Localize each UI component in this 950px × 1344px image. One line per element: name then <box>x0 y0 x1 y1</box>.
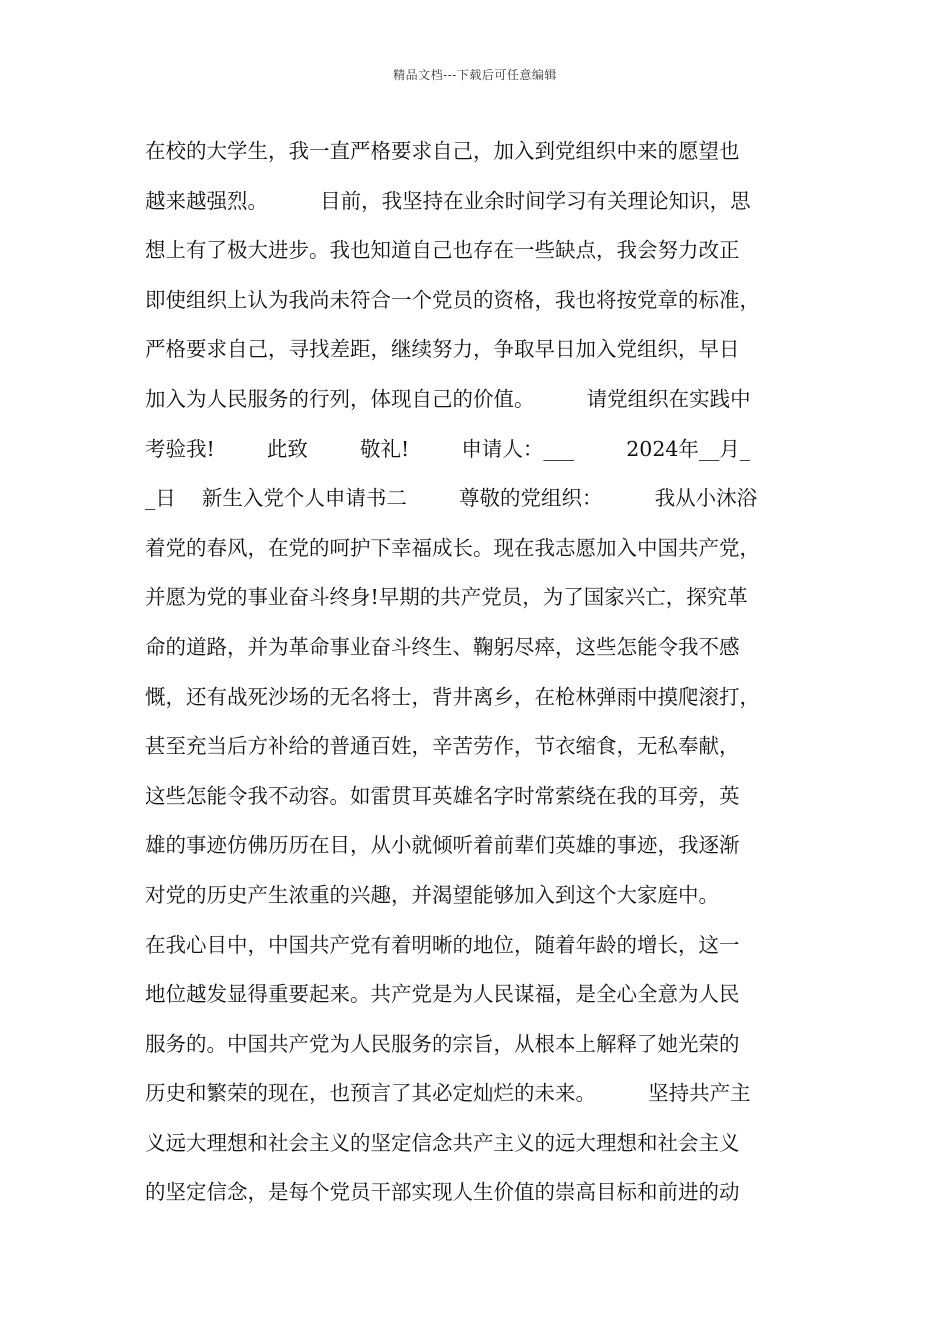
body-line: 即使组织上认为我尚未符合一个党员的资格，我也将按党章的标准， <box>145 287 760 312</box>
body-line: _日 新生入党个人申请书二 尊敬的党组织： 我从小沐浴 <box>145 486 758 511</box>
body-line: 并愿为党的事业奋斗终身!早期的共产党员，为了国家兴亡，探究革 <box>145 585 748 610</box>
page-header: 精品文档---下载后可任意编辑 <box>393 68 557 82</box>
body-line: 慨，还有战死沙场的无名将士，背井离乡，在枪林弹雨中摸爬滚打， <box>145 684 760 709</box>
body-line: 甚至充当后方补给的普通百姓，辛苦劳作，节衣缩食，无私奉献， <box>145 734 740 759</box>
body-line: 着党的春风，在党的呵护下幸福成长。现在我志愿加入中国共产党， <box>145 535 760 560</box>
body-line: 想上有了极大进步。我也知道自己也存在一些缺点，我会努力改正 <box>145 238 740 263</box>
body-line: 越来越强烈。 目前，我坚持在业余时间学习有关理论知识，思 <box>145 188 751 213</box>
body-line: 在我心目中，中国共产党有着明晰的地位，随着年龄的增长，这一 <box>145 932 740 957</box>
body-line: 的坚定信念，是每个党员干部实现人生价值的崇高目标和前进的动 <box>145 1180 740 1205</box>
body-line: 在校的大学生，我一直严格要求自己，加入到党组织中来的愿望也 <box>145 139 740 163</box>
body-line: 服务的。中国共产党为人民服务的宗旨，从根本上解释了她光荣的 <box>145 1031 740 1056</box>
body-line: 历史和繁荣的现在，也预言了其必定灿烂的未来。 坚持共产主 <box>145 1081 751 1106</box>
body-line: 对党的历史产生浓重的兴趣，并渴望能够加入到这个大家庭中。 <box>145 882 719 907</box>
body-text <box>145 132 825 1223</box>
body-line: 地位越发显得重要起来。共产党是为人民谋福，是全心全意为人民 <box>145 982 740 1007</box>
body-line: 加入为人民服务的行列，体现自己的价值。 请党组织在实践中 <box>145 386 751 411</box>
body-line: 考验我! 此致 敬礼! 申请人：___ 2024年__月_ <box>145 436 751 461</box>
body-line: 义远大理想和社会主义的坚定信念共产主义的远大理想和社会主义 <box>145 1130 740 1155</box>
body-line: 雄的事迹仿佛历历在目，从小就倾听着前辈们英雄的事迹，我逐渐 <box>145 833 740 858</box>
body-line: 命的道路，并为革命事业奋斗终生、鞠躬尽瘁，这些怎能令我不感 <box>145 634 740 659</box>
body-line: 这些怎能令我不动容。如雷贯耳英雄名字时常萦绕在我的耳旁，英 <box>145 783 740 808</box>
body-line: 严格要求自己，寻找差距，继续努力，争取早日加入党组织，早日 <box>145 337 740 362</box>
